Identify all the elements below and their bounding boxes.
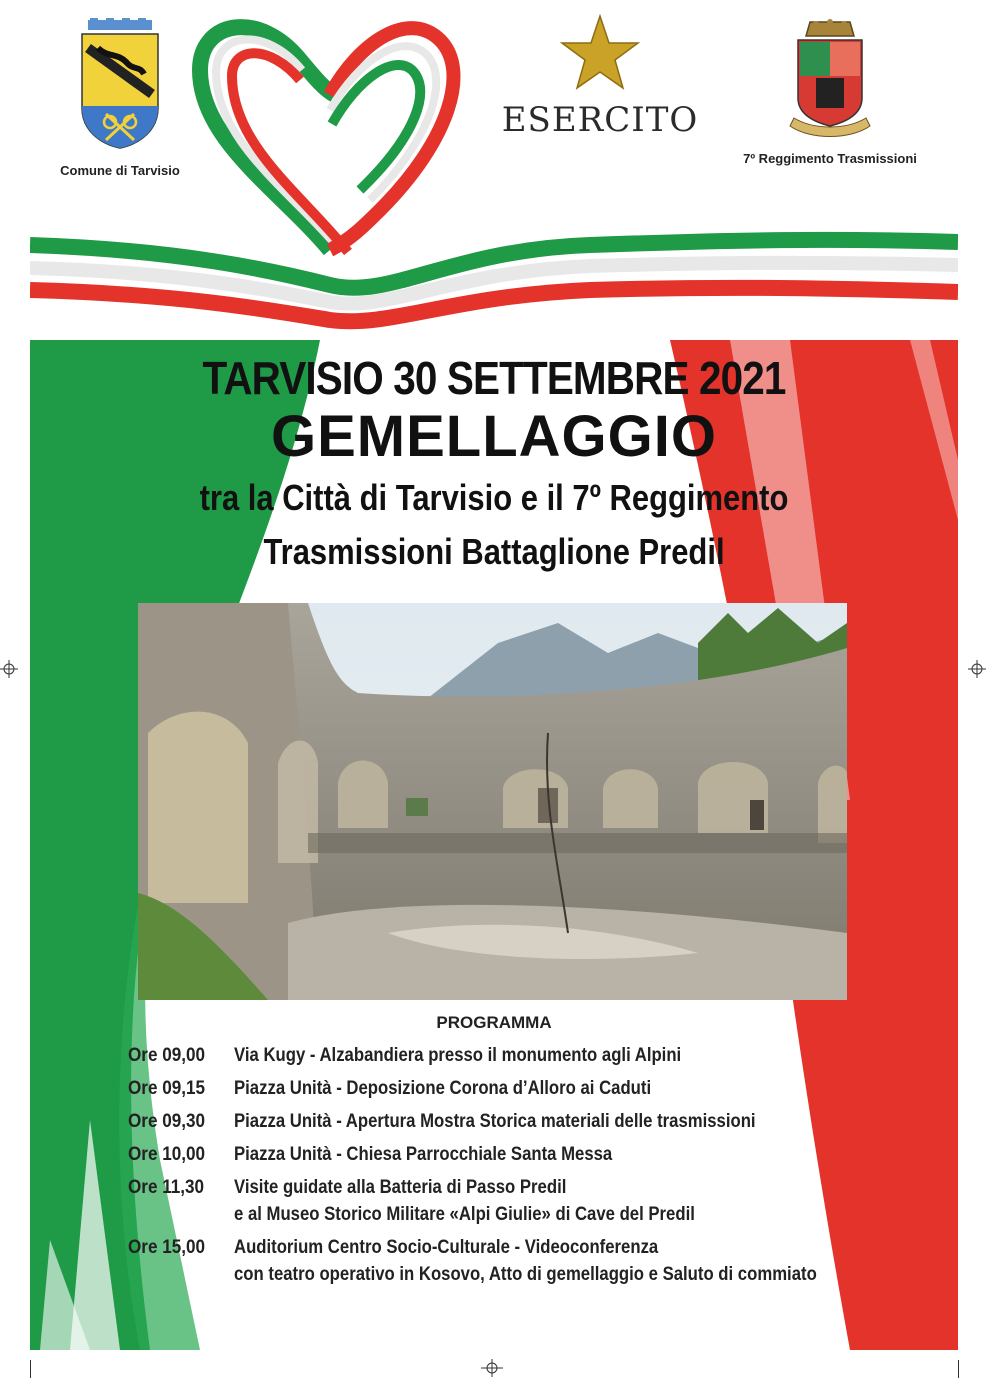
program-item-time: Ore 09,15 [128,1078,206,1099]
program-item-line: Auditorium Centro Socio-Culturale - Videoconferenza [234,1237,659,1258]
program-item [128,1042,896,1069]
program-item-desc [234,1075,708,1102]
program-item [128,1234,896,1288]
poster [30,0,958,1350]
program-item-line: con teatro operativo in Kosovo, Atto di gemellaggio e Saluto di commiato [234,1264,817,1285]
fortress-battery-photo [138,603,847,1000]
program-item-desc [234,1174,758,1228]
regiment-coat-of-arms-icon [780,18,880,140]
crop-line-bottom-left [30,1360,31,1378]
gold-star-icon [560,14,640,92]
program-item-desc [234,1108,827,1135]
municipality-caption: Comune di Tarvisio [60,163,180,178]
event-subtitle-line1: tra la Città di Tarvisio e il 7º Reggimento [199,477,789,518]
program-item-desc [234,1042,742,1069]
program-item-line: Piazza Unità - Chiesa Parrocchiale Santa Messa [234,1144,613,1165]
tarvisio-logo-block [50,18,190,178]
crop-mark-right-icon [968,660,986,678]
program-item-time: Ore 10,00 [128,1144,206,1165]
program-item-time: Ore 09,30 [128,1111,206,1132]
program-item [128,1108,896,1135]
program-item-time: Ore 11,30 [128,1177,205,1198]
program-item [128,1174,896,1228]
esercito-logo-block [485,14,715,140]
program-item-line: e al Museo Storico Militare «Alpi Giulie» di Cave del Predil [234,1204,695,1225]
program-title: PROGRAMMA [436,1013,552,1032]
program-item-line: Piazza Unità - Deposizione Corona d’Alloro ai Caduti [234,1078,652,1099]
program-item-time: Ore 15,00 [128,1237,206,1258]
program-item-line: Visite guidate alla Batteria di Passo Predil [234,1177,567,1198]
crop-line-bottom-right [958,1360,959,1378]
crop-mark-bottom-icon [481,1359,503,1377]
header [30,0,958,340]
program-list [128,1042,896,1294]
program-item-desc [234,1234,896,1288]
program-item-line: Via Kugy - Alzabandiera presso il monumento agli Alpini [234,1045,682,1066]
regiment-logo-block [730,18,930,166]
event-main-title: GEMELLAGGIO [271,404,717,469]
event-subtitle-line2: Trasmissioni Battaglione Predil [263,531,725,572]
army-name: ESERCITO [501,100,699,140]
program-item-desc [234,1141,664,1168]
tarvisio-coat-of-arms-icon [78,18,162,150]
program-item-time: Ore 09,00 [128,1045,206,1066]
crop-mark-left-icon [0,660,18,678]
title-block [30,348,958,582]
program-item-line: Piazza Unità - Apertura Mostra Storica materiali delle trasmissioni [234,1111,756,1132]
program-item [128,1075,896,1102]
program-item [128,1141,896,1168]
regiment-caption: 7º Reggimento Trasmissioni [743,151,917,166]
event-date-line: TARVISIO 30 SETTEMBRE 2021 [202,352,786,404]
